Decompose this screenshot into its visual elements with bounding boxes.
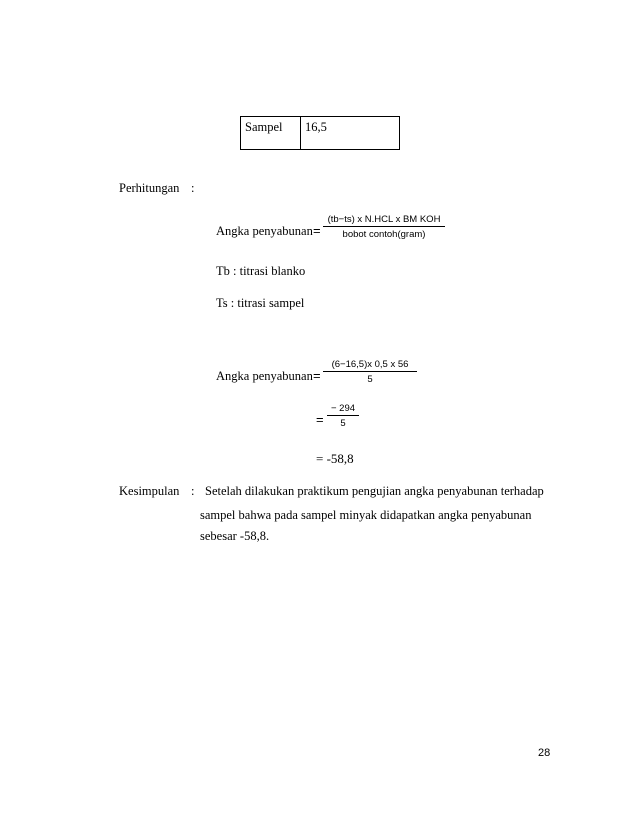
kesimpulan-line2: sampel bahwa pada sampel minyak didapatkan angka penyabunan (200, 508, 532, 522)
formula3-numerator: − 294 (330, 403, 356, 414)
formula1-fraction (323, 214, 445, 241)
kesimpulan-line3: sebesar -58,8. (200, 529, 270, 543)
perhitungan-colon: : (191, 181, 195, 195)
sample-value-cell: 16,5 (305, 120, 327, 134)
definition-ts: Ts : titrasi sampel (216, 296, 305, 310)
formula1-label: Angka penyabunan (216, 224, 313, 238)
formula3-equals: = (316, 412, 324, 427)
formula1-denominator: bobot contoh(gram) (323, 226, 445, 241)
formula1-numerator: (tb−ts) x N.HCL x BM KOH (327, 214, 441, 225)
kesimpulan-label: Kesimpulan (119, 484, 180, 498)
formula2-label: Angka penyabunan (216, 369, 313, 383)
formula3-denominator: 5 (327, 415, 359, 430)
sample-label-cell: Sampel (241, 117, 301, 149)
formula2-denominator: 5 (323, 371, 417, 386)
perhitungan-label: Perhitungan (119, 181, 180, 195)
final-result: = -58,8 (316, 451, 354, 466)
formula3-fraction (327, 403, 359, 430)
kesimpulan-colon: : (191, 484, 195, 498)
formula2-fraction (323, 359, 417, 386)
kesimpulan-line1: Setelah dilakukan praktikum pengujian angka penyabunan terhadap (205, 484, 544, 498)
sample-table (240, 116, 400, 150)
formula1-equals: = (313, 223, 321, 238)
page-number: 28 (538, 747, 551, 759)
formula2-numerator: (6−16,5)x 0,5 x 56 (331, 359, 409, 370)
formula2-equals: = (313, 368, 321, 383)
definition-tb: Tb : titrasi blanko (216, 264, 306, 278)
